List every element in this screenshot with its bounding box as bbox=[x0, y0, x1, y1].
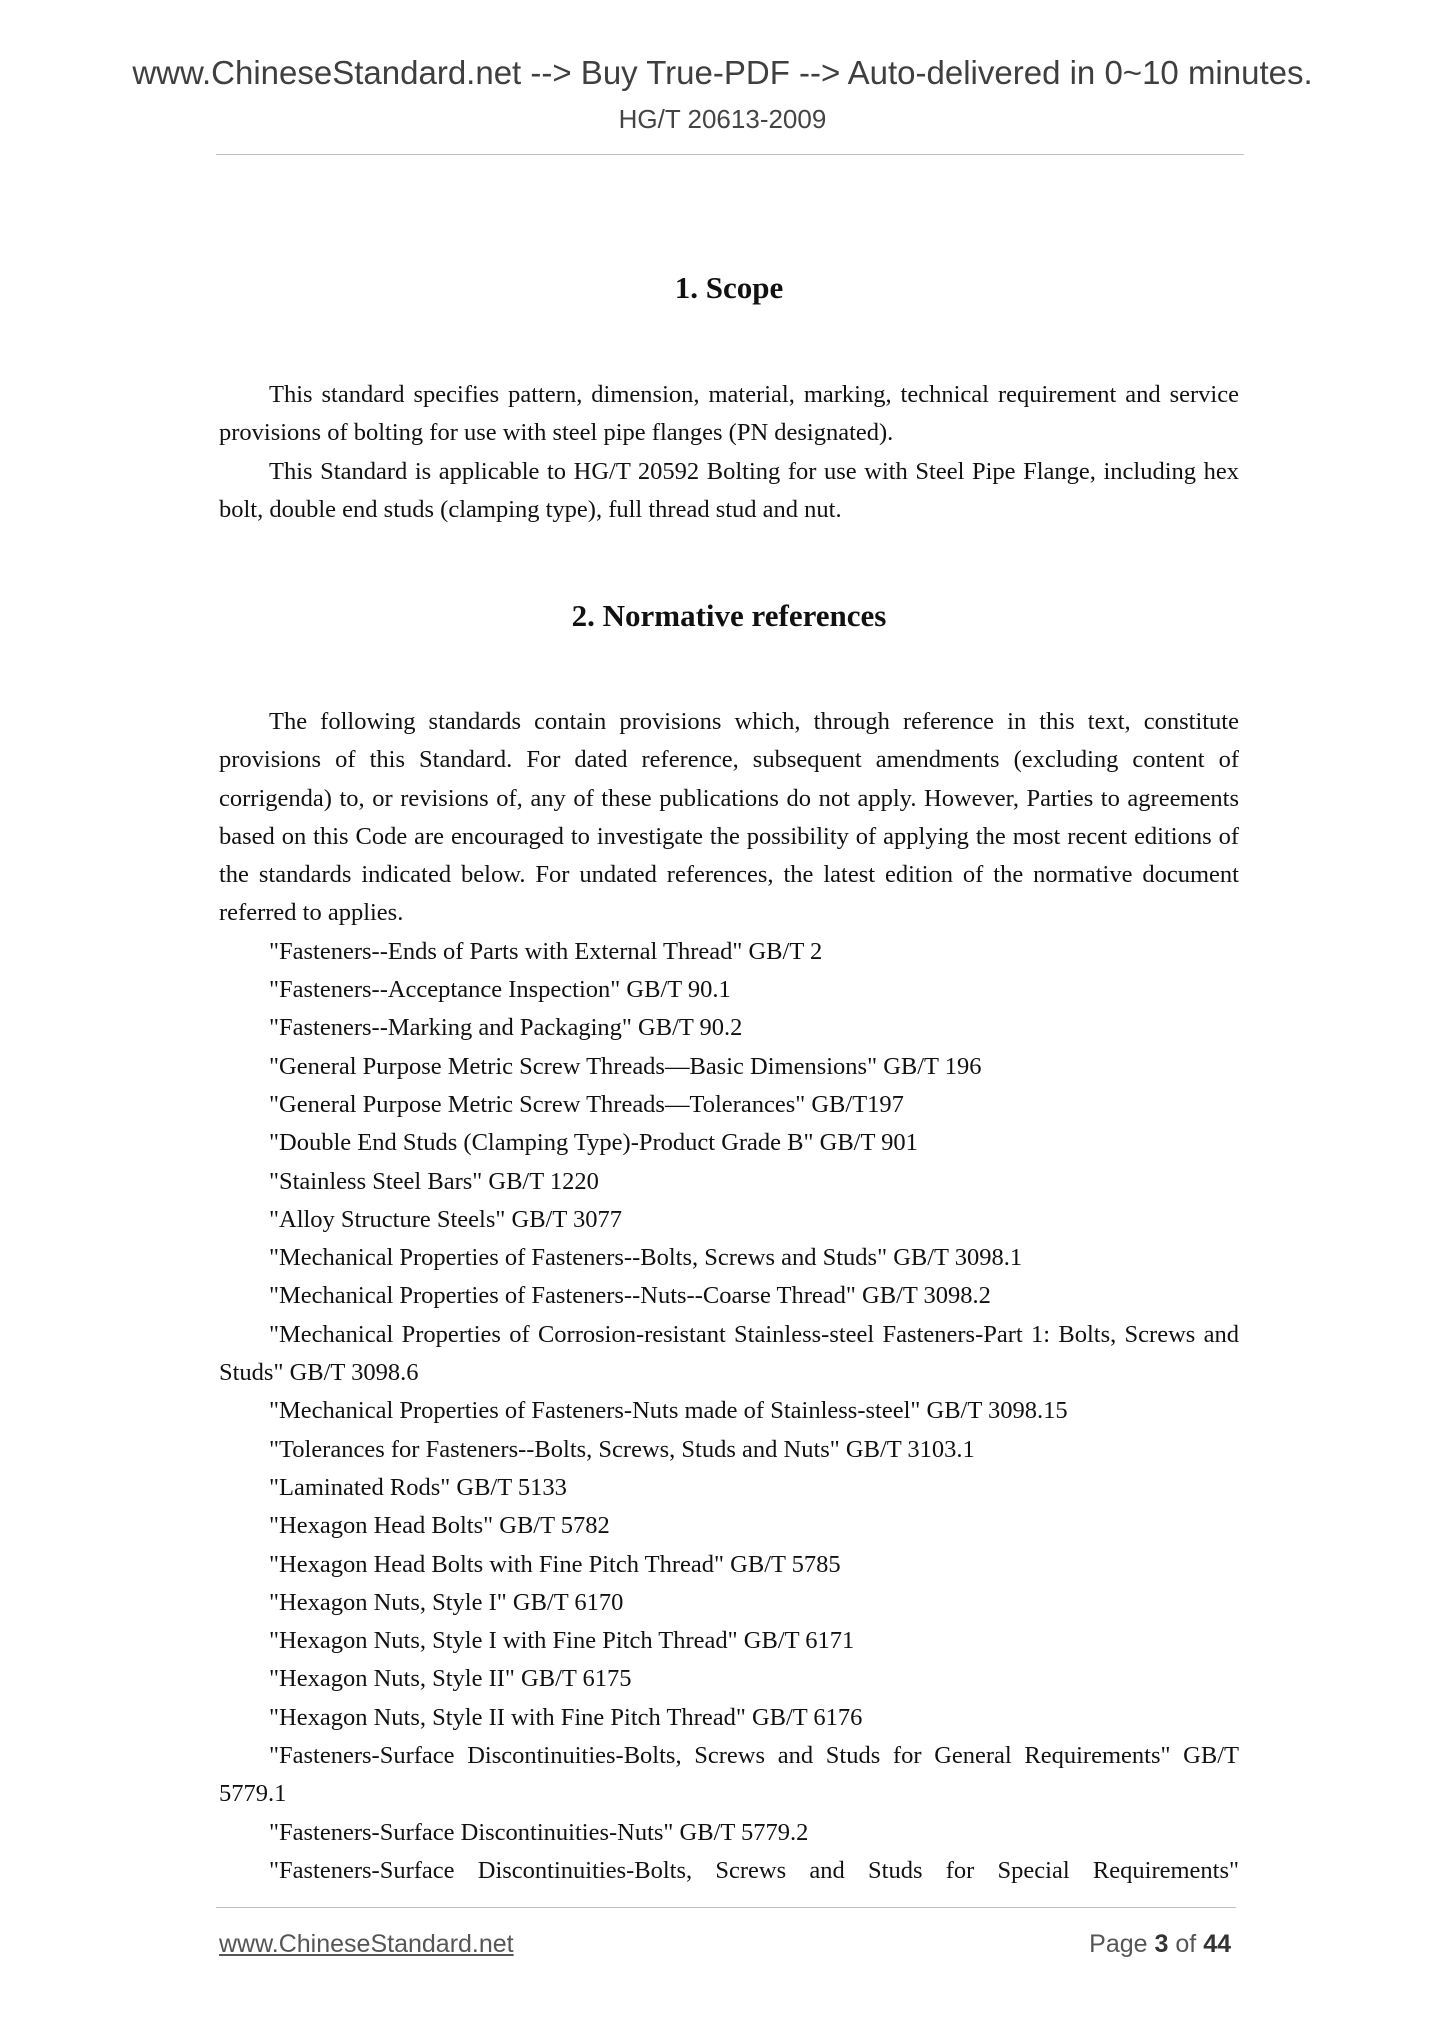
reference-item: "General Purpose Metric Screw Threads—Basic Dimensions" GB/T 196 bbox=[269, 1052, 982, 1080]
reference-item: "Hexagon Head Bolts" GB/T 5782 bbox=[269, 1512, 610, 1540]
reference-item: "Hexagon Nuts, Style II with Fine Pitch Thread" GB/T 6176 bbox=[269, 1703, 863, 1731]
references-intro: The following standards contain provisions which, through reference in this text, constitute provisions of this Standard. For dated reference, subsequent amendments (excluding content of corrigenda) to, or revisions of, any of these publications do not apply. However, Parties to agreements based on this Code are encouraged to investigate the possibility of applying the most recent editions of the standards indicated below. For undated references, the latest edition of the normative document referred to applies. bbox=[219, 708, 1239, 927]
scope-paragraph-1: This standard specifies pattern, dimension, material, marking, technical requirement and service provisions of bolting for use with steel pipe flanges (PN designated). bbox=[219, 381, 1239, 447]
header-banner: www.ChineseStandard.net --> Buy True-PDF --> Auto-delivered in 0~10 minutes. bbox=[132, 54, 1313, 91]
reference-item: "Double End Studs (Clamping Type)-Product Grade B" GB/T 901 bbox=[269, 1129, 918, 1157]
reference-item: "Mechanical Properties of Fasteners-Nuts made of Stainless-steel" GB/T 3098.15 bbox=[269, 1397, 1068, 1425]
page-number bbox=[1089, 1930, 1231, 1959]
total-pages: 44 bbox=[1203, 1930, 1231, 1958]
page-of-label: of bbox=[1175, 1930, 1197, 1958]
reference-item: "Laminated Rods" GB/T 5133 bbox=[269, 1473, 567, 1501]
section-1-title: 1. Scope bbox=[674, 270, 784, 305]
reference-item: "Fasteners-Surface Discontinuities-Bolts, Screws and Studs for General Requirements" GB/T 5779.1 bbox=[219, 1742, 1239, 1808]
footer-site-link[interactable]: www.ChineseStandard.net bbox=[219, 1930, 514, 1958]
reference-item: "Stainless Steel Bars" GB/T 1220 bbox=[269, 1167, 599, 1195]
document-code: HG/T 20613-2009 bbox=[618, 104, 827, 134]
page-label: Page bbox=[1089, 1930, 1148, 1958]
header-divider bbox=[216, 154, 1244, 155]
footer-divider bbox=[216, 1907, 1236, 1908]
reference-item: "Fasteners--Marking and Packaging" GB/T 90.2 bbox=[269, 1014, 743, 1042]
reference-item: "Fasteners-Surface Discontinuities-Nuts" GB/T 5779.2 bbox=[269, 1818, 809, 1846]
normative-references-section bbox=[219, 703, 1239, 1890]
reference-item: "Hexagon Head Bolts with Fine Pitch Thread" GB/T 5785 bbox=[269, 1550, 841, 1578]
scope-paragraph-2: This Standard is applicable to HG/T 20592 Bolting for use with Steel Pipe Flange, including hex bolt, double end studs (clamping type), full thread stud and nut. bbox=[219, 457, 1239, 523]
section-2-title: 2. Normative references bbox=[571, 598, 887, 633]
reference-item: "Hexagon Nuts, Style I" GB/T 6170 bbox=[269, 1588, 624, 1616]
scope-section bbox=[219, 376, 1239, 529]
reference-item: "Fasteners-Surface Discontinuities-Bolts, Screws and Studs for Special Requirements" bbox=[269, 1856, 1239, 1884]
reference-item: "Tolerances for Fasteners--Bolts, Screws, Studs and Nuts" GB/T 3103.1 bbox=[269, 1435, 975, 1463]
reference-item: "Alloy Structure Steels" GB/T 3077 bbox=[269, 1205, 623, 1233]
reference-item: "Mechanical Properties of Fasteners--Bolts, Screws and Studs" GB/T 3098.1 bbox=[269, 1244, 1023, 1272]
current-page: 3 bbox=[1154, 1930, 1169, 1958]
reference-item: "Mechanical Properties of Fasteners--Nuts--Coarse Thread" GB/T 3098.2 bbox=[269, 1282, 991, 1310]
reference-item: "Fasteners--Ends of Parts with External Thread" GB/T 2 bbox=[269, 937, 823, 965]
reference-item: "Hexagon Nuts, Style II" GB/T 6175 bbox=[269, 1665, 632, 1693]
reference-item: "Mechanical Properties of Corrosion-resistant Stainless-steel Fasteners-Part 1: Bolts, Screws and Studs" GB/T 3098.6 bbox=[219, 1320, 1239, 1387]
reference-item: "General Purpose Metric Screw Threads—Tolerances" GB/T197 bbox=[269, 1090, 904, 1118]
reference-item: "Hexagon Nuts, Style I with Fine Pitch Thread" GB/T 6171 bbox=[269, 1627, 855, 1655]
reference-item: "Fasteners--Acceptance Inspection" GB/T 90.1 bbox=[269, 976, 731, 1004]
